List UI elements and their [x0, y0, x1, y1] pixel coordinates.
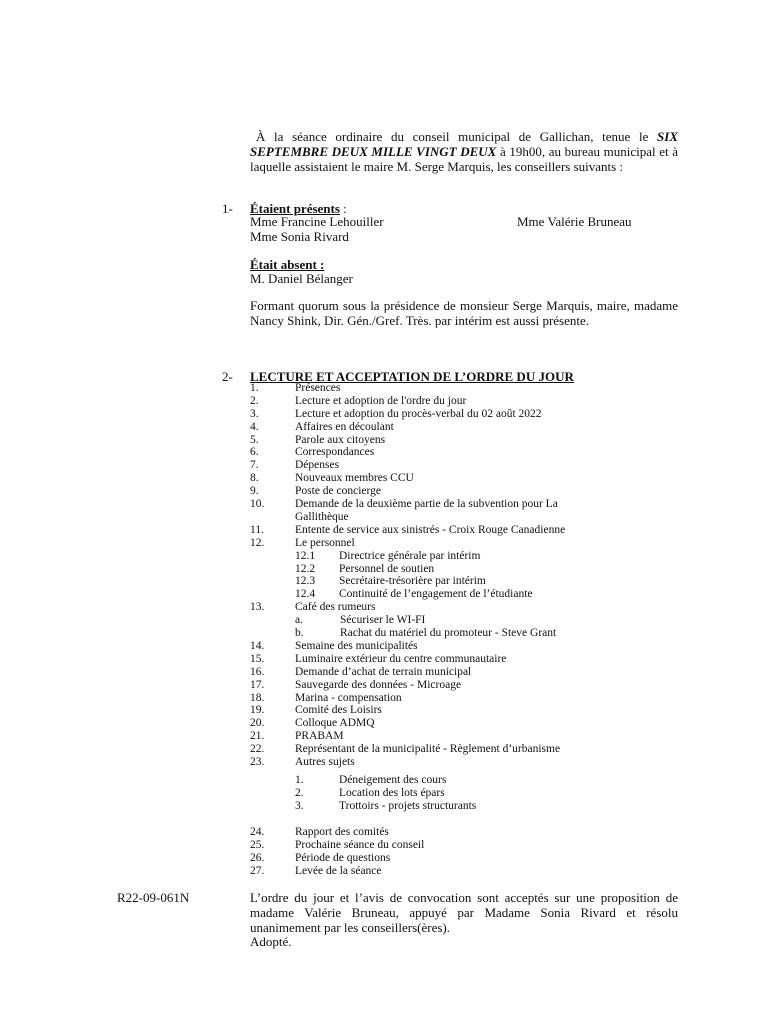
agenda-item-text: Affaires en découlant	[295, 421, 394, 433]
agenda-item-number: 26.	[250, 852, 265, 864]
agenda-item-number: 15.	[250, 653, 265, 665]
agenda-item-number: 23.	[250, 756, 265, 768]
agenda-item-number: 22.	[250, 743, 265, 755]
intro-text-end: à 19h00, au bureau municipal et à laquelle assistaient le maire M. Serge Marquis, les conseillers suivants :	[250, 144, 678, 174]
agenda-item-number: 12.	[250, 537, 265, 549]
agenda-item-text: Autres sujets	[295, 756, 355, 768]
agenda-item-number: 2.	[295, 787, 304, 799]
resolution-text: L’ordre du jour et l’avis de convocation sont acceptés sur une proposition de madame Valérie Bruneau, appuyé par Madame Sonia Rivard et résolu unanimement par les conseillers(ères).	[250, 890, 678, 935]
agenda-item-text: Continuité de l’engagement de l’étudiante	[339, 588, 533, 600]
intro-text-start: À la séance ordinaire du conseil municipal de Gallichan, tenue le	[256, 129, 649, 144]
agenda-item-text: Poste de concierge	[295, 485, 382, 497]
agenda-item-text: Personnel de soutien	[339, 563, 435, 575]
agenda-item-number: 14.	[250, 640, 265, 652]
agenda-item-text: Rachat du matériel du promoteur - Steve Grant	[340, 627, 557, 639]
agenda-item-text: Prochaine séance du conseil	[295, 839, 425, 851]
resolution-number: R22-09-061N	[117, 890, 190, 905]
agenda-item-number: 11.	[250, 524, 264, 536]
agenda-item-text: Secrétaire-trésorière par intérim	[339, 575, 486, 587]
agenda-item-number: 21.	[250, 730, 265, 742]
agenda-item-number: 3.	[295, 800, 304, 812]
absent-member: M. Daniel Bélanger	[250, 271, 353, 286]
agenda-item-text: Comité des Loisirs	[295, 704, 382, 716]
agenda-item-text: Présences	[295, 382, 341, 394]
quorum-paragraph: Formant quorum sous la présidence de monsieur Serge Marquis, maire, madame Nancy Shink, Dir. Gén./Gref. Très. par intérim est aussi présente.	[250, 298, 678, 328]
agenda-item-number: 12.1	[295, 550, 316, 562]
agenda-item-number: 12.3	[295, 575, 316, 587]
agenda-item-number: 18.	[250, 692, 265, 704]
agenda-item-number: 13.	[250, 601, 265, 613]
agenda-item-text: Déneigement des cours	[339, 774, 447, 786]
present-member: Mme Valérie Bruneau	[517, 214, 632, 229]
absent-heading: Était absent :	[250, 257, 325, 272]
agenda-item-number: 19.	[250, 704, 265, 716]
agenda-item-text: Dépenses	[295, 459, 340, 471]
resolution-adopted: Adopté.	[250, 934, 292, 949]
agenda-item-text: Nouveaux membres CCU	[295, 472, 414, 484]
agenda-item-number: 1.	[295, 774, 304, 786]
agenda-item-number: 27.	[250, 865, 265, 877]
agenda-item-text: Rapport des comités	[295, 826, 389, 838]
section-2-number: 2-	[222, 369, 233, 384]
agenda-item-text: Lecture et adoption du procès-verbal du 02 août 2022	[295, 408, 542, 420]
agenda-item-number: a.	[295, 614, 303, 626]
agenda-item-number: 24.	[250, 826, 265, 838]
agenda-item-number: 16.	[250, 666, 265, 678]
present-member: Mme Francine Lehouiller	[250, 214, 384, 229]
agenda-heading: LECTURE ET ACCEPTATION DE L’ORDRE DU JOUR	[250, 369, 574, 384]
agenda-item-text: Demande d’achat de terrain municipal	[295, 666, 472, 678]
agenda-item-number: 6.	[250, 446, 259, 458]
section-1-number: 1-	[222, 201, 233, 216]
meeting-date: SIX SEPTEMBRE DEUX MILLE VINGT DEUX	[250, 129, 679, 159]
agenda-item-text: Colloque ADMQ	[295, 717, 375, 729]
agenda-item-number: 5.	[250, 434, 259, 446]
agenda-item-text: Demande de la deuxième partie de la subvention pour La	[295, 498, 558, 510]
agenda-item-text: Luminaire extérieur du centre communautaire	[295, 653, 507, 665]
agenda-item-number: 20.	[250, 717, 265, 729]
agenda-item-text: Semaine des municipalités	[295, 640, 418, 652]
agenda-item-text: Gallithèque	[295, 511, 349, 523]
agenda-item-text: Location des lots épars	[339, 787, 445, 799]
agenda-item-number: 4.	[250, 421, 259, 433]
agenda-item-text: Correspondances	[295, 446, 375, 458]
agenda-item-number: 2.	[250, 395, 259, 407]
agenda-item-text: Lecture et adoption de l'ordre du jour	[295, 395, 467, 407]
intro-paragraph	[250, 129, 678, 174]
agenda-item-text: PRABAM	[295, 730, 344, 742]
present-heading-colon: :	[339, 201, 347, 216]
agenda-item-number: 25.	[250, 839, 265, 851]
agenda-item-number: b.	[295, 627, 304, 639]
agenda-item-text: Trottoirs - projets structurants	[339, 800, 477, 812]
agenda-item-text: Levée de la séance	[295, 865, 382, 877]
agenda-item-text: Café des rumeurs	[295, 601, 376, 613]
agenda-item-text: Période de questions	[295, 852, 391, 864]
agenda-item-text: Sauvegarde des données - Microage	[295, 679, 462, 691]
agenda-item-text: Parole aux citoyens	[295, 434, 386, 446]
agenda-item-text: Directrice générale par intérim	[339, 550, 481, 562]
agenda-item-text: Sécuriser le WI-FI	[340, 614, 426, 626]
agenda-item-text: Le personnel	[295, 537, 355, 549]
agenda-item-number: 3.	[250, 408, 259, 420]
agenda-item-number: 10.	[250, 498, 265, 510]
agenda-item-text: Entente de service aux sinistrés - Croix Rouge Canadienne	[295, 524, 566, 536]
agenda-item-text: Marina - compensation	[295, 692, 402, 704]
agenda-item-number: 1.	[250, 382, 259, 394]
agenda-item-number: 17.	[250, 679, 265, 691]
agenda-item-number: 12.2	[295, 563, 316, 575]
present-member: Mme Sonia Rivard	[250, 229, 349, 244]
agenda-item-text: Représentant de la municipalité - Règlement d’urbanisme	[295, 743, 561, 755]
agenda-item-number: 8.	[250, 472, 259, 484]
agenda-item-number: 12.4	[295, 588, 316, 600]
agenda-item-number: 7.	[250, 459, 259, 471]
agenda-item-number: 9.	[250, 485, 259, 497]
present-heading: Étaient présents	[250, 201, 340, 216]
